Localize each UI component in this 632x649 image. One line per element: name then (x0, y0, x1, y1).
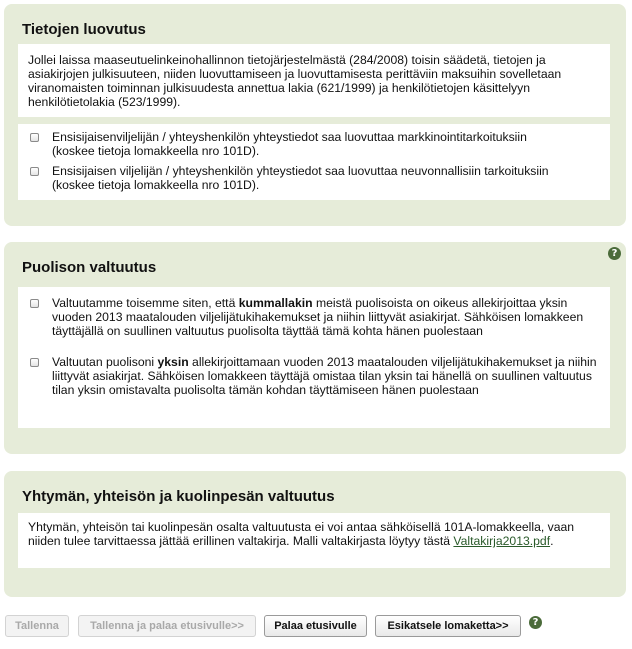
marketing-option-line2: (koskee tietoja lomakkeella nro 101D). (52, 144, 260, 158)
disclosure-intro-text: Jollei laissa maaseutuelinkeinohallinnon tietojärjestelmästä (284/2008) toisin säädetä, tietojen ja asiakirjojen julkisuuteen, niiden luovuttamiseen ja luovuttamisesta perittäviin maksuihin sovelletaan viranomaisten toiminnan julkisuudesta annettua lakia (621/1999) ja henkilötietojen käsittelyyn henkilötietolakia (523/1999). (28, 53, 562, 109)
marketing-checkbox[interactable] (30, 133, 39, 142)
partnership-text-end: . (550, 534, 554, 548)
save-button[interactable]: Tallenna (5, 615, 69, 637)
marketing-option-line1: Ensisijaisenviljelijän / yhteyshenkilön yhteystiedot saa luovuttaa markkinointitarkoituksiin (52, 130, 527, 144)
disclosure-title: Tietojen luovutus (22, 21, 146, 38)
question-icon[interactable]: ? (608, 247, 621, 260)
disclosure-options-box (18, 124, 610, 200)
advisory-checkbox[interactable] (30, 167, 39, 176)
question-icon[interactable]: ? (529, 616, 542, 629)
partnership-panel (4, 471, 626, 597)
alone-option-text-end: allekirjoittamaan vuoden 2013 maatalouden viljelijätukihakemukset ja niihin liittyvät asiakirjat. Sähköisen lomakkeen täyttäjä omistaa tilan yksin tai hänellä on suullinen valtuutus tilan yksin omistavalta puolisolta tämän kohdan täyttämiseen hänen puolestaan (52, 355, 597, 397)
spouse-panel (4, 242, 626, 454)
both-option-bold: kummallakin (238, 296, 313, 310)
disclosure-option-advisory (18, 164, 602, 192)
partnership-text: Yhtymän, yhteisön tai kuolinpesän osalta valtuutusta ei voi antaa sähköisellä 101A-lomakkeella, vaan niiden tulee tarvittaessa jättää erillinen valtakirja. Malli valtakirjasta löytyy tästä (28, 520, 575, 548)
save-and-return-button[interactable]: Tallenna ja palaa etusivulle>> (78, 615, 256, 637)
both-option-text-end: meistä puolisoista on oikeus allekirjoittaa yksin vuoden 2013 maatalouden viljelijätukihakemukset ja niihin liittyvät asiakirjat. Sähköisen lomakkeen täyttäjällä on suullinen valtuutus puolisolta täyttää tämä kohta hänen puolestaan (52, 296, 584, 338)
partnership-title: Yhtymän, yhteisön ja kuolinpesän valtuutus (22, 488, 335, 505)
spouse-alone-checkbox[interactable] (30, 358, 39, 367)
valtakirja-pdf-link[interactable]: Valtakirja2013.pdf (453, 534, 551, 548)
disclosure-panel (4, 4, 626, 226)
spouse-option-both (18, 296, 602, 338)
alone-option-bold: yksin (157, 355, 189, 369)
advisory-option-line1: Ensisijaisen viljelijän / yhteyshenkilön yhteystiedot saa luovuttaa neuvonnallisiin tarkoituksiin (52, 164, 549, 178)
disclosure-intro-box (18, 44, 610, 117)
spouse-title: Puolison valtuutus (22, 259, 157, 276)
both-spouses-checkbox[interactable] (30, 299, 39, 308)
advisory-option-line2: (koskee tietoja lomakkeella nro 101D). (52, 178, 260, 192)
spouse-options-box (18, 287, 610, 428)
both-option-text-start: Valtuutamme toisemme siten, että (52, 296, 239, 310)
spouse-option-alone (18, 355, 602, 397)
alone-option-text-start: Valtuutan puolisoni (52, 355, 158, 369)
return-to-front-page-button[interactable]: Palaa etusivulle (264, 615, 367, 637)
partnership-text-box (18, 513, 610, 568)
disclosure-option-marketing (18, 130, 602, 158)
preview-form-button[interactable]: Esikatsele lomaketta>> (375, 615, 521, 637)
